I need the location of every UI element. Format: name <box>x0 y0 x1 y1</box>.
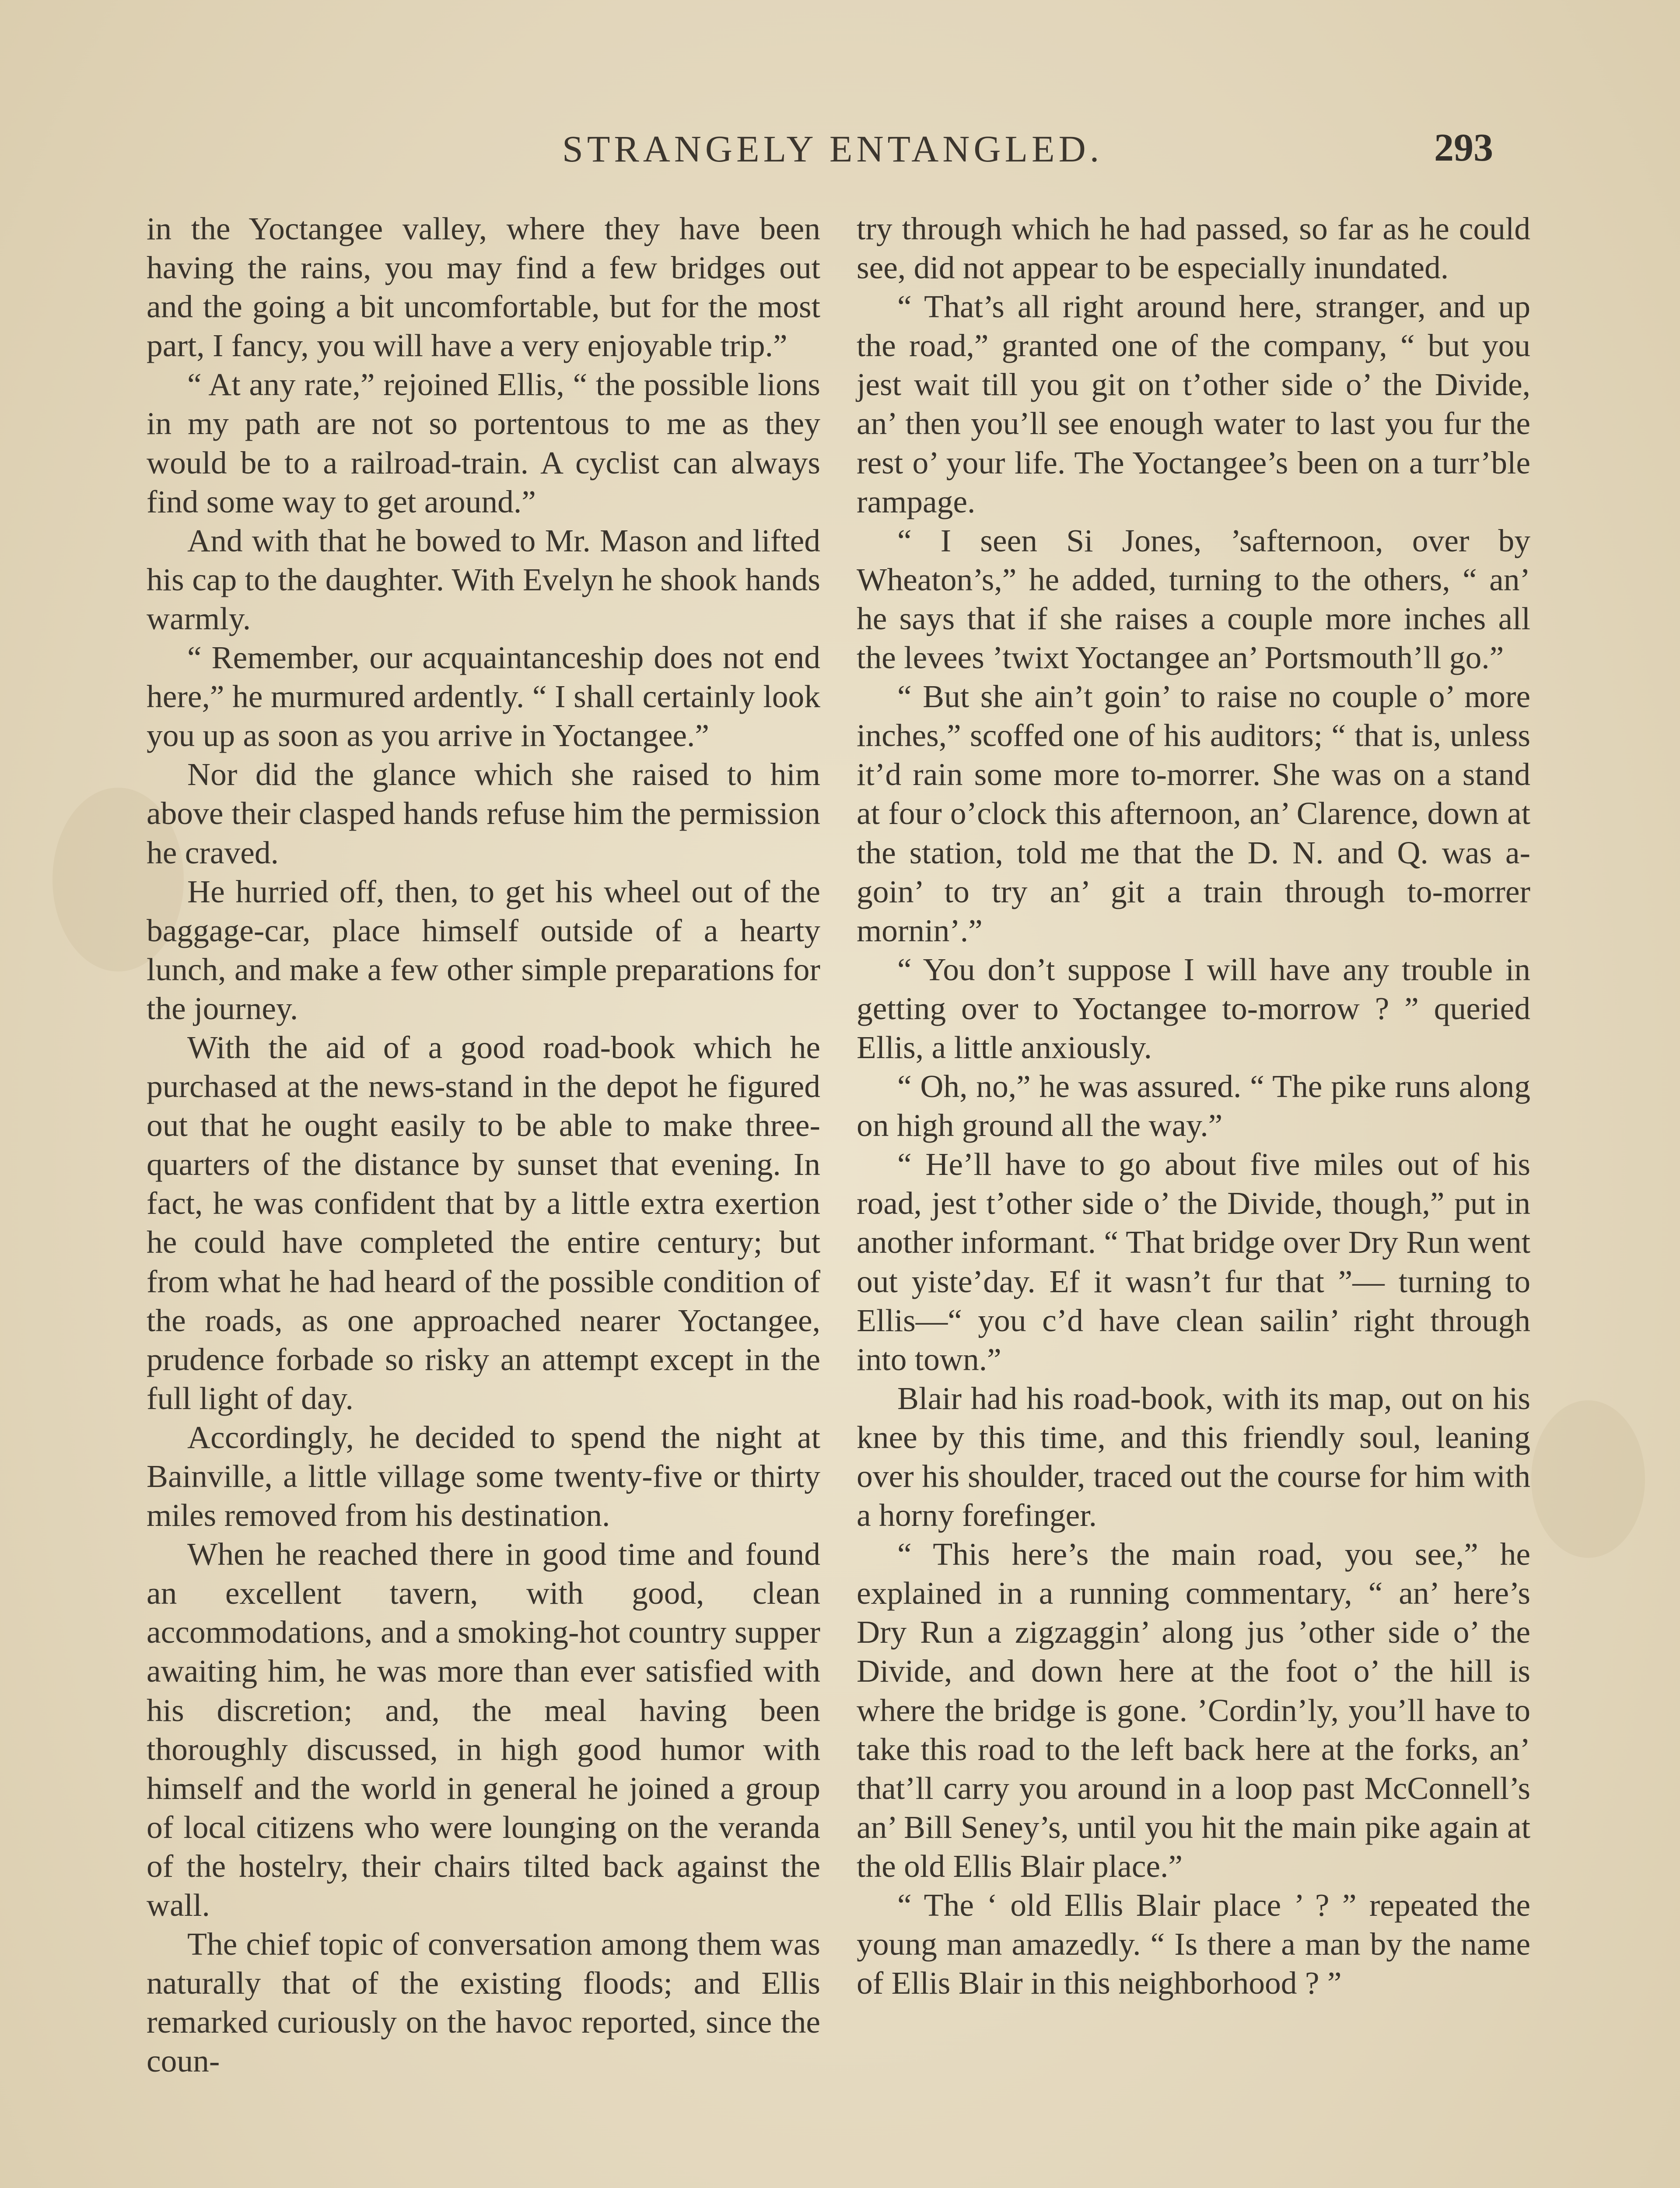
paragraph: When he reached there in good time and found an excellent tavern, with good, clean accommodations, and a smoking-hot country supper awaiting him, he was more than ever satisfied with his discretion; and, the meal having been thoroughly discussed, in high good humor with himself and the world in general he joined a group of local citizens who were lounging on the veranda of the hostelry, their chairs tilted back against the wall. <box>147 1536 820 1923</box>
text-column-right <box>857 209 1530 2002</box>
paragraph: “ But she ain’t goin’ to raise no couple o’ more inches,” scoffed one of his auditors; “ that is, unless it’d rain some more to-morrer. She was on a stand at four o’clock this afternoon, an’ Clarence, down at the station, told me that the D. N. and Q. was a-goin’ to try an’ git a train through to-morrer mornin’.” <box>857 679 1530 948</box>
paragraph: “ This here’s the main road, you see,” he explained in a running commentary, “ an’ here’s Dry Run a zigzaggin’ along jus ’other side o’ the Divide, and down here at the foot o’ the hill is where the bridge is gone. ’Cordin’ly, you’ll have to take this road to the left back here at the forks, an’ that’ll carry you around in a loop past McConnell’s an’ Bill Seney’s, until you hit the main pike again at the old Ellis Blair place.” <box>857 1536 1530 1884</box>
paragraph: “ He’ll have to go about five miles out of his road, jest t’other side o’ the Divide, though,” put in another informant. “ That bridge over Dry Run went out yiste’day. Ef it wasn’t fur that ”— turning to Ellis—“ you c’d have clean sailin’ right through into town.” <box>857 1147 1530 1377</box>
running-head <box>0 127 1680 175</box>
paragraph: With the aid of a good road-book which he purchased at the news-stand in the depot he figured out that he ought easily to be able to make three-quarters of the distance by sunset that evening. In fact, he was confident that by a little extra exertion he could have completed the entire century; but from what he had heard of the possible condition of the roads, as one approached nearer Yoctangee, prudence forbade so risky an attempt except in the full light of day. <box>147 1029 820 1416</box>
paragraph: Accordingly, he decided to spend the night at Bainville, a little village some twenty-five or thirty miles removed from his destination. <box>147 1419 820 1533</box>
paragraph: “ You don’t suppose I will have any trouble in getting over to Yoctangee to-morrow ? ” queried Ellis, a little anxiously. <box>857 951 1530 1065</box>
paragraph: in the Yoctangee valley, where they have been having the rains, you may find a few bridges out and the going a bit uncomfortable, but for the most part, I fancy, you will have a very enjoyable trip.” <box>147 211 820 364</box>
paragraph: “ Oh, no,” he was assured. “ The pike runs along on high ground all the way.” <box>857 1069 1530 1143</box>
paragraph: “ I seen Si Jones, ’safternoon, over by Wheaton’s,” he added, turning to the others, “ an’ he says that if she raises a couple more inches all the levees ’twixt Yoctangee an’ Portsmouth’ll go.” <box>857 522 1530 676</box>
running-title: STRANGELY ENTANGLED. <box>562 128 1103 170</box>
paragraph: “ At any rate,” rejoined Ellis, “ the possible lions in my path are not so portentous to me as they would be to a railroad-train. A cyclist can always find some way to get around.” <box>147 367 820 519</box>
paragraph: “ The ‘ old Ellis Blair place ’ ? ” repeated the young man amazedly. “ Is there a man by the name of Ellis Blair in this neighborhood ? ” <box>857 1887 1530 2001</box>
paragraph: “ Remember, our acquaintanceship does not end here,” he murmured ardently. “ I shall certainly look you up as soon as you arrive in Yoctangee.” <box>147 640 820 754</box>
paragraph: try through which he had passed, so far as he could see, did not appear to be especially inundated. <box>857 211 1530 286</box>
text-column-left <box>147 209 820 2081</box>
paragraph: And with that he bowed to Mr. Mason and lifted his cap to the daughter. With Evelyn he shook hands warmly. <box>147 522 820 636</box>
paragraph: He hurried off, then, to get his wheel out of the baggage-car, place himself outside of a hearty lunch, and make a few other simple preparations for the journey. <box>147 873 820 1026</box>
paper-stain <box>1531 1400 1645 1558</box>
paragraph: Blair had his road-book, with its map, out on his knee by this time, and this friendly soul, leaning over his shoulder, traced out the course for him with a horny forefinger. <box>857 1380 1530 1533</box>
paragraph: The chief topic of conversation among them was naturally that of the existing floods; and Ellis remarked curiously on the havoc reported, since the coun- <box>147 1926 820 2079</box>
paragraph: “ That’s all right around here, stranger, and up the road,” granted one of the company, “ but you jest wait till you git on t’other side o’ the Divide, an’ then you’ll see enough water to last you fur the rest o’ your life. The Yoctangee’s been on a turr’ble rampage. <box>857 289 1530 519</box>
paragraph: Nor did the glance which she raised to him above their clasped hands refuse him the permission he craved. <box>147 757 820 870</box>
page-number: 293 <box>1434 126 1493 169</box>
